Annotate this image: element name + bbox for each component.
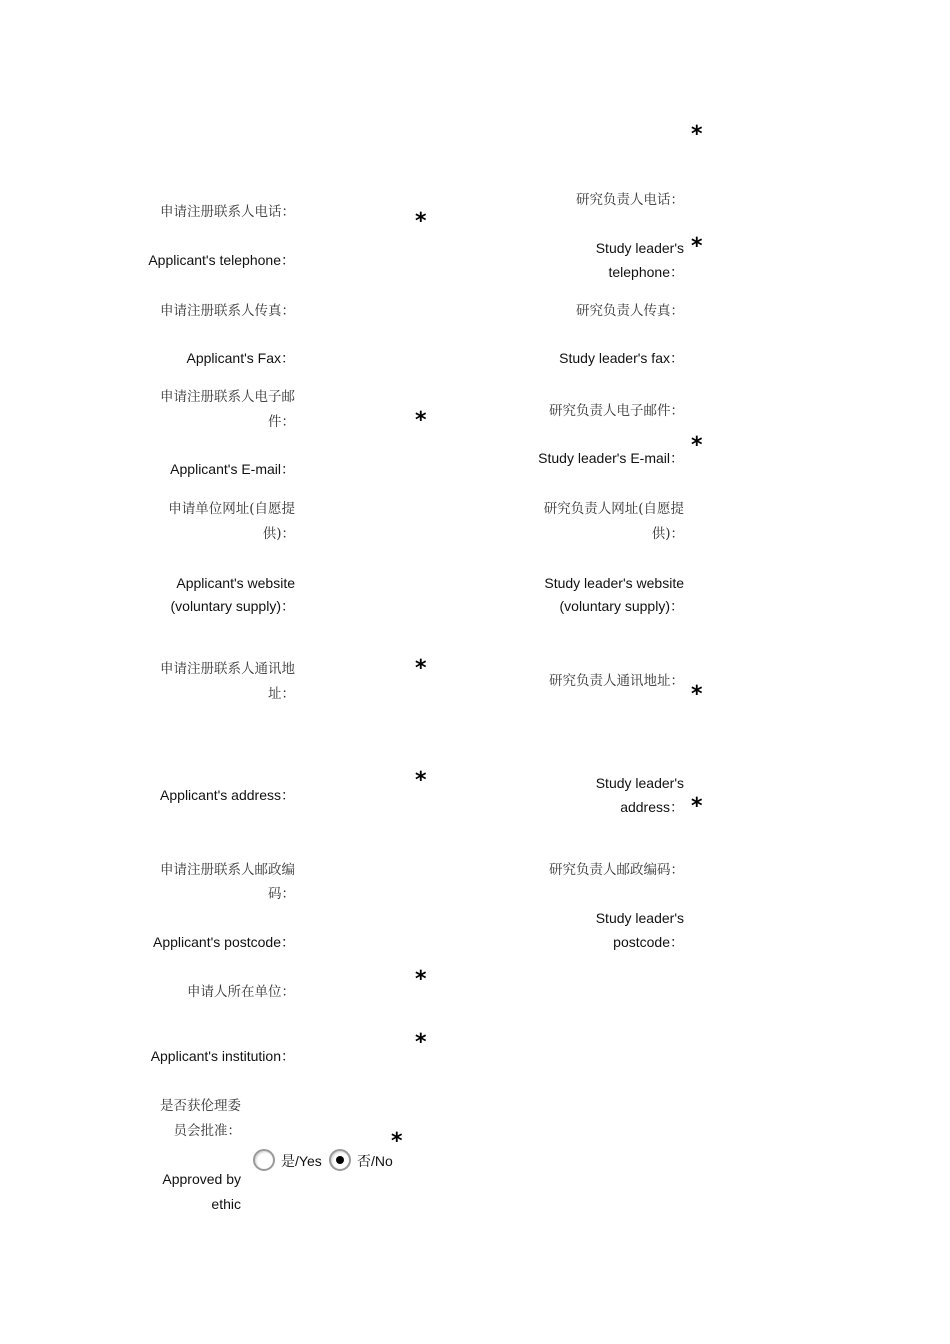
leader-telephone-label-zh: 研究负责人电话：: [576, 192, 684, 208]
applicant-telephone-label-zh: 申请注册联系人电话：: [160, 204, 295, 220]
leader-telephone-label-en-line1: Study leader's: [595, 240, 684, 256]
required-mark-applicant-address-en: *: [415, 768, 427, 793]
leader-address-label-zh: 研究负责人通讯地址：: [549, 673, 684, 689]
leader-telephone-label-en-line2: telephone：: [608, 264, 684, 280]
applicant-telephone-label-en: Applicant's telephone：: [148, 252, 295, 268]
applicant-postcode-label-zh-line2: 码：: [268, 886, 295, 902]
applicant-institution-label-en: Applicant's institution：: [150, 1048, 295, 1064]
leader-postcode-label-en-line2: postcode：: [613, 934, 684, 950]
leader-website-label-en-line2: (voluntary supply)：: [559, 598, 684, 614]
applicant-address-label-zh-line1: 申请注册联系人通讯地: [160, 661, 295, 677]
leader-address-label-en-line2: address：: [620, 799, 684, 815]
applicant-website-label-en-line2: (voluntary supply)：: [170, 598, 295, 614]
ethics-label-en-line2: ethic: [211, 1196, 241, 1212]
applicant-institution-label-zh: 申请人所在单位：: [187, 984, 295, 1000]
leader-postcode-label-zh: 研究负责人邮政编码：: [549, 862, 684, 878]
required-mark-institution-zh: *: [415, 967, 427, 992]
required-mark-institution-en: *: [415, 1030, 427, 1055]
leader-website-label-zh-line2: 供)：: [651, 526, 684, 542]
required-mark-applicant-telephone: *: [415, 209, 427, 234]
applicant-fax-label-en: Applicant's Fax：: [186, 350, 295, 366]
ethics-label-zh-line2: 员会批准：: [173, 1123, 241, 1139]
ethics-no-radio[interactable]: [329, 1149, 351, 1171]
applicant-email-label-zh-line1: 申请注册联系人电子邮: [160, 389, 295, 405]
applicant-address-label-zh-line2: 址：: [268, 686, 295, 702]
ethics-no-selected-dot: [336, 1156, 344, 1164]
leader-fax-label-zh: 研究负责人传真：: [576, 303, 684, 319]
applicant-address-label-en: Applicant's address：: [160, 787, 295, 803]
required-mark-leader-address-zh: *: [691, 682, 703, 707]
required-mark-applicant-email: *: [415, 408, 427, 433]
applicant-website-label-zh-line2: 供)：: [262, 526, 295, 542]
leader-postcode-label-en-line1: Study leader's: [595, 910, 684, 926]
required-mark-leader-email: *: [691, 433, 703, 458]
leader-address-label-en-line1: Study leader's: [595, 775, 684, 791]
ethics-no-label[interactable]: 否/No: [357, 1153, 393, 1169]
applicant-website-label-zh-line1: 申请单位网址(自愿提: [168, 501, 295, 517]
required-mark-ethics: *: [391, 1129, 403, 1154]
ethics-label-zh-line1: 是否获伦理委: [160, 1098, 241, 1114]
required-mark-leader-address-en: *: [691, 794, 703, 819]
required-mark-leader-telephone: *: [691, 234, 703, 259]
ethics-label-en-line1: Approved by: [162, 1171, 241, 1187]
required-mark-applicant-address-zh: *: [415, 656, 427, 681]
applicant-email-label-zh-line2: 件：: [268, 414, 295, 430]
applicant-postcode-label-zh-line1: 申请注册联系人邮政编: [160, 862, 295, 878]
ethics-yes-label[interactable]: 是/Yes: [281, 1153, 322, 1169]
leader-fax-label-en: Study leader's fax：: [559, 350, 684, 366]
applicant-email-label-en: Applicant's E-mail：: [170, 461, 295, 477]
leader-website-label-en-line1: Study leader's website: [544, 575, 684, 591]
leader-website-label-zh-line1: 研究负责人网址(自愿提: [543, 501, 684, 517]
applicant-postcode-label-en: Applicant's postcode：: [153, 934, 295, 950]
ethics-yes-radio[interactable]: [253, 1149, 275, 1171]
leader-email-label-en: Study leader's E-mail：: [538, 450, 684, 466]
applicant-website-label-en-line1: Applicant's website: [176, 575, 295, 591]
applicant-fax-label-zh: 申请注册联系人传真：: [160, 303, 295, 319]
leader-email-label-zh: 研究负责人电子邮件：: [549, 403, 684, 419]
required-mark-top: *: [691, 122, 703, 147]
